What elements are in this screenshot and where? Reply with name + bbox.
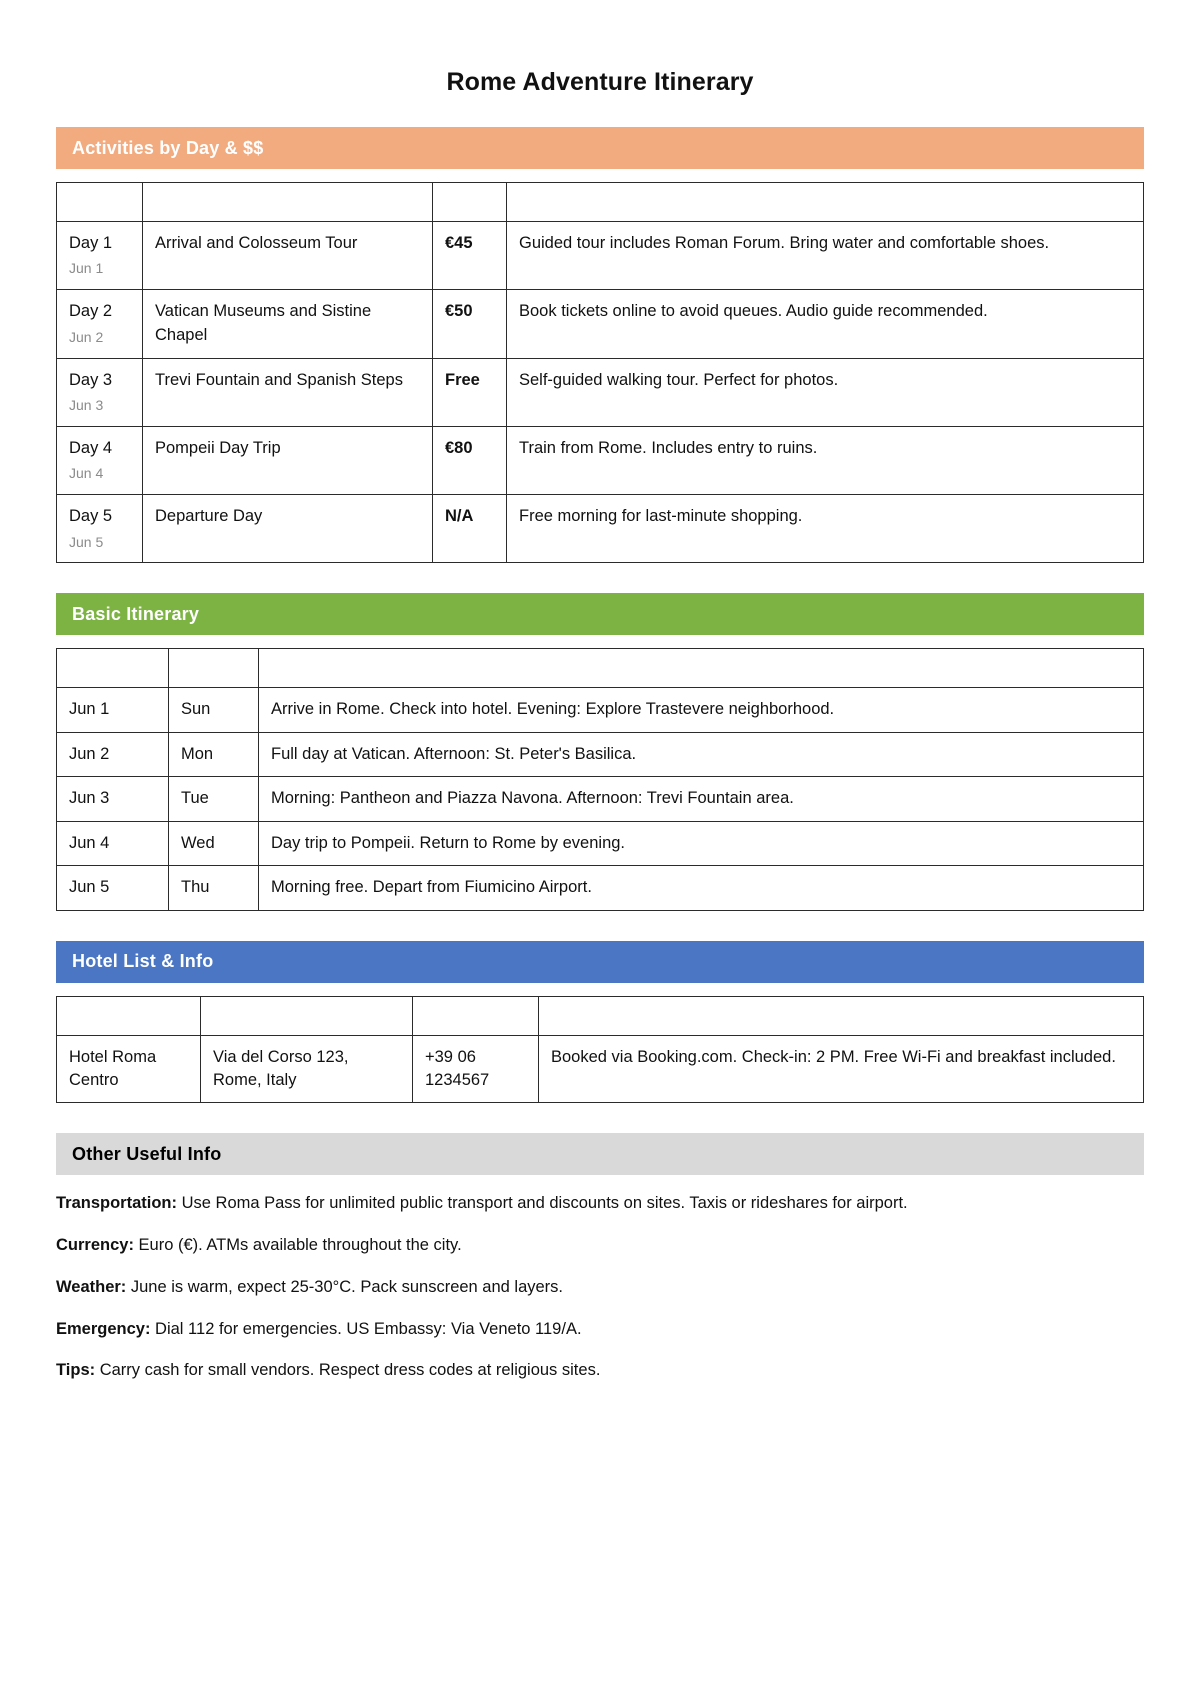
- itinerary-cell-dow: Mon: [169, 732, 259, 776]
- itinerary-cell-date: Jun 4: [57, 821, 169, 865]
- day-label: Day 2: [69, 302, 113, 321]
- section-header-hotel-label: Hotel List & Info: [72, 951, 214, 972]
- itinerary-cell-dow: Sun: [169, 688, 259, 732]
- info-label: Tips:: [56, 1361, 96, 1380]
- itinerary-table: [56, 648, 1144, 910]
- table-row: [57, 732, 1144, 776]
- info-text: Carry cash for small vendors. Respect dress codes at religious sites.: [95, 1361, 601, 1380]
- section-header-activities: [56, 127, 1144, 169]
- hotel-header-cell-name: [57, 996, 201, 1035]
- table-row: [57, 426, 1144, 494]
- list-item: [56, 1317, 1144, 1342]
- activities-cell-cost: €80: [433, 426, 507, 494]
- table-row: [57, 222, 1144, 290]
- activities-cell-day: [57, 358, 143, 426]
- day-label: Day 5: [69, 507, 113, 526]
- section-header-itinerary: [56, 593, 1144, 635]
- list-item: [56, 1275, 1144, 1300]
- itinerary-cell-plan: Morning: Pantheon and Piazza Navona. Afternoon: Trevi Fountain area.: [259, 777, 1144, 821]
- day-date: Jun 1: [69, 260, 104, 277]
- hotel-table-header-row: [57, 996, 1144, 1035]
- activities-cell-activity: Arrival and Colosseum Tour: [143, 222, 433, 290]
- day-label: Day 3: [69, 370, 113, 389]
- activities-cell-activity: Vatican Museums and Sistine Chapel: [143, 290, 433, 358]
- list-item: [56, 1191, 1144, 1216]
- activities-cell-notes: Self-guided walking tour. Perfect for photos.: [507, 358, 1144, 426]
- section-header-other-info: [56, 1133, 1144, 1175]
- table-row: [57, 777, 1144, 821]
- hotel-cell-phone: +39 06 1234567: [413, 1035, 539, 1103]
- table-row: [57, 290, 1144, 358]
- activities-header-cell-day: [57, 183, 143, 222]
- list-item: [56, 1358, 1144, 1383]
- day-label: Day 4: [69, 438, 113, 457]
- table-row: [57, 358, 1144, 426]
- activities-table: [56, 182, 1144, 563]
- activities-cell-day: [57, 495, 143, 563]
- day-date: Jun 3: [69, 397, 104, 414]
- table-row: [57, 688, 1144, 732]
- itinerary-header-cell-plan: [259, 649, 1144, 688]
- section-header-itinerary-label: Basic Itinerary: [72, 603, 200, 624]
- table-row: [57, 821, 1144, 865]
- activities-cell-notes: Guided tour includes Roman Forum. Bring water and comfortable shoes.: [507, 222, 1144, 290]
- day-date: Jun 4: [69, 465, 104, 482]
- activities-cell-cost: €45: [433, 222, 507, 290]
- day-date: Jun 5: [69, 533, 104, 550]
- itinerary-cell-dow: Wed: [169, 821, 259, 865]
- info-label: Currency:: [56, 1236, 134, 1255]
- itinerary-cell-date: Jun 2: [57, 732, 169, 776]
- activities-header-cell-cost: [433, 183, 507, 222]
- hotel-header-cell-address: [201, 996, 413, 1035]
- activities-cell-cost: N/A: [433, 495, 507, 563]
- info-label: Emergency:: [56, 1319, 151, 1338]
- section-header-hotel: [56, 941, 1144, 983]
- table-row: [57, 1035, 1144, 1103]
- info-text: June is warm, expect 25-30°C. Pack sunscreen and layers.: [126, 1277, 564, 1296]
- itinerary-cell-plan: Full day at Vatican. Afternoon: St. Peter's Basilica.: [259, 732, 1144, 776]
- list-item: [56, 1233, 1144, 1258]
- hotel-header-cell-phone: [413, 996, 539, 1035]
- activities-cell-cost: Free: [433, 358, 507, 426]
- other-info-list: [56, 1191, 1144, 1383]
- activities-cell-activity: Trevi Fountain and Spanish Steps: [143, 358, 433, 426]
- activities-header-cell-notes: [507, 183, 1144, 222]
- activities-cell-activity: Pompeii Day Trip: [143, 426, 433, 494]
- itinerary-cell-plan: Day trip to Pompeii. Return to Rome by evening.: [259, 821, 1144, 865]
- info-text: Dial 112 for emergencies. US Embassy: Via Veneto 119/A.: [150, 1319, 582, 1338]
- info-text: Use Roma Pass for unlimited public transport and discounts on sites. Taxis or rideshares for airport.: [177, 1194, 908, 1213]
- activities-cell-cost: €50: [433, 290, 507, 358]
- activities-cell-notes: Free morning for last-minute shopping.: [507, 495, 1144, 563]
- itinerary-cell-plan: Morning free. Depart from Fiumicino Airport.: [259, 866, 1144, 910]
- day-label: Day 1: [69, 234, 113, 252]
- itinerary-cell-date: Jun 1: [57, 688, 169, 732]
- hotel-cell-address: Via del Corso 123, Rome, Italy: [201, 1035, 413, 1103]
- itinerary-header-cell-date: [57, 649, 169, 688]
- hotel-table: [56, 996, 1144, 1104]
- itinerary-cell-date: Jun 5: [57, 866, 169, 910]
- page-title: Rome Adventure Itinerary: [446, 68, 754, 96]
- activities-table-header-row: [57, 183, 1144, 222]
- activities-cell-notes: Train from Rome. Includes entry to ruins.: [507, 426, 1144, 494]
- hotel-header-cell-notes: [539, 996, 1144, 1035]
- activities-header-cell-activity: [143, 183, 433, 222]
- itinerary-table-header-row: [57, 649, 1144, 688]
- day-date: Jun 2: [69, 328, 104, 345]
- section-header-activities-label: Activities by Day & $$: [72, 137, 264, 158]
- section-header-other-info-label: Other Useful Info: [72, 1143, 222, 1164]
- info-label: Weather:: [56, 1277, 127, 1296]
- itinerary-header-cell-dow: [169, 649, 259, 688]
- activities-cell-day: [57, 222, 143, 290]
- info-text: Euro (€). ATMs available throughout the city.: [133, 1236, 462, 1255]
- itinerary-cell-dow: Tue: [169, 777, 259, 821]
- itinerary-cell-dow: Thu: [169, 866, 259, 910]
- activities-cell-day: [57, 290, 143, 358]
- table-row: [57, 866, 1144, 910]
- activities-cell-activity: Departure Day: [143, 495, 433, 563]
- hotel-cell-name: Hotel Roma Centro: [57, 1035, 201, 1103]
- table-row: [57, 495, 1144, 563]
- hotel-cell-notes: Booked via Booking.com. Check-in: 2 PM. Free Wi-Fi and breakfast included.: [539, 1035, 1144, 1103]
- itinerary-cell-plan: Arrive in Rome. Check into hotel. Evening: Explore Trastevere neighborhood.: [259, 688, 1144, 732]
- info-label: Transportation:: [56, 1194, 178, 1213]
- itinerary-cell-date: Jun 3: [57, 777, 169, 821]
- activities-cell-notes: Book tickets online to avoid queues. Audio guide recommended.: [507, 290, 1144, 358]
- activities-cell-day: [57, 426, 143, 494]
